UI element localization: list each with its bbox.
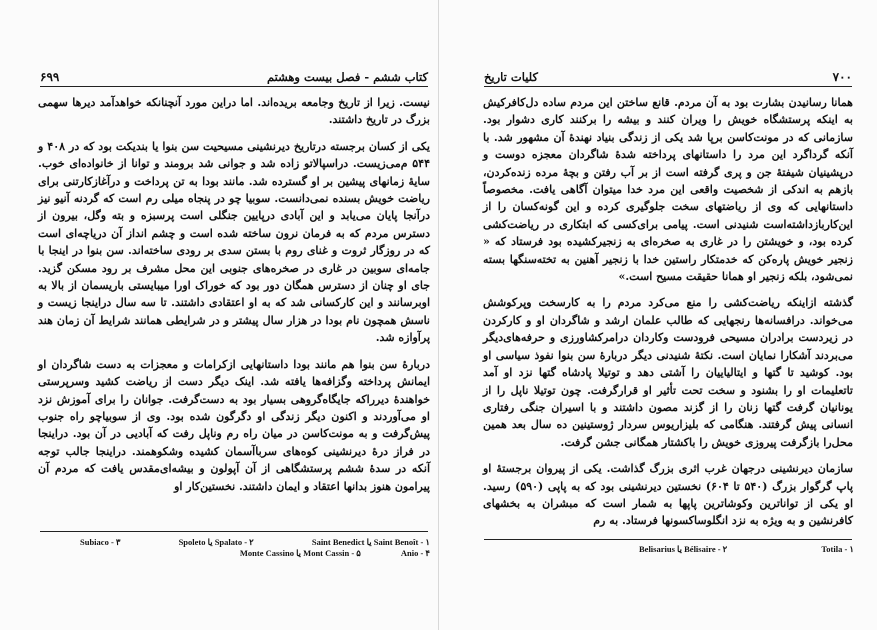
footnotes	[639, 544, 854, 555]
page-699	[0, 0, 438, 630]
footnote: Monte Cassino یا Mont Cassin - ۵	[239, 548, 361, 558]
footnote: Anio - ۴	[400, 548, 430, 558]
footnote: Subiaco - ۳	[80, 537, 121, 547]
footnote-rule	[484, 539, 852, 540]
page-number: ۷۰۰	[832, 70, 852, 84]
paragraph: نیست. زیرا از تاریخ وجامعه بریده‌اند. اما دراین مورد آنچنانکه خواهد‌آمد دیرها سهمی بزرگ در تاریخ داشتند.	[38, 96, 430, 127]
footnote: Saint Benedict یا Saint Benoît - ۱	[311, 537, 430, 547]
footnotes	[80, 537, 430, 559]
page-body	[483, 94, 853, 539]
page-number: ۶۹۹	[40, 70, 60, 84]
footnote: Spoleto یا Spalato - ۲	[178, 537, 254, 547]
running-head: کتاب ششم - فصل بیست وهشتم	[266, 70, 428, 84]
footnote: Belisarius یا Bélisaire - ۲	[639, 544, 728, 554]
paragraph: گذشته ازاینکه ریاضت‌کشی را منع می‌کرد مردم را به کارسخت وپرکوشش می‌خواند. درافسانه‌ها رنجهایی که طالب علمان ارشد و شاگردان او و کارکردن در زیردست برادران مسیحی فرودست وکاردان درامرکشاورزی و حرفه‌های‌دیگر می‌بردند آشکارا نمایان است. نکتهٔ شنیدنی دیگر دربارهٔ سن بنوا نفوذ سیاسی او بود. کوشید تا گتها و ایتالیاییان را آشتی دهد و توتیلا پادشاه گتها نزد او آمد تاتعلیمات او را بشنود و سخت تحت تأثیر او قرارگرفت. چون توتیلا ناپل را از یونانیان گرفت گتها زنان را از گزند مصون داشتند و با اسیران جنگی رفتاری انسانی پیش گرفتند. هنگامی که بلیزاریوس سردار ژوستینین ده سال بعد همین محل‌را بازگرفت پیروزی خویش را باکشتار همگانی جشن گرفت.	[483, 296, 853, 449]
paragraph: یکی از کسان برجسته درتاریخ دیرنشینی مسیحیت سن بنوا یا بندیکت بود که در ۴۰۸ و ۵۴۴ م‌می‌زیست. دراسپالاتو زاده شد و جوانی شد برومند و توانا از خانواده‌ای خوب. سایهٔ زمانهای پیشین بر او گسترده شد. مانند بودا به تن پرداخت و درآغازکارتنی برای ریاضت خویش بسنده نمی‌دانست. سوبیا چو در پنجاه میلی رم است که گردنه آنیو نیز درآنجا پایان می‌یابد و این آبادی درپایین جنگلی است پرسبزه و بته وگل، بیرون از دسترس مردم که به فرمان نرون ساخته شده است و چشم انداز آن دریاچه‌ای است که در روزگار ثروت و غنای روم با بستن سدی بر رودی ساخته‌اند. سن بنوا در اینجا با جامه‌ای سوبین در غاری در صخره‌های جنوبی این محل مشرف بر رود مسکن گزید. جای او چنان از دسترس همگان دور بود که خوراک اورا میبایستی باریسمان از بالا به اوبرسانند و این کارکسانی شد که به او اعتقادی داشتند. تا سه سال دراینجا زیست و ناسش همچون نام بودا در هزار سال پیشتر و در شرایطی همانند شرایط آن زمان هند پرآوازه شد.	[38, 139, 430, 345]
page-header	[484, 62, 852, 87]
paragraph: دربارهٔ سن بنوا هم مانند بودا داستانهایی ازکرامات و معجزات به دست شاگردان او ایمانش پرداخته وگزافه‌ها یافته شد. اینک دیگر دست از ریاضت کشید وسرپرستی خواهندهٔ دیرراکه جایگاه‌گروهی بسیار بود به دست‌گرفت. جوانان را برای آموزش نزد او می‌آوردند و اکنون دیگر زندگی او دگرگون شده بود. وی از سوبیاچو راه جنوب پیش‌گرفت و به مونت‌کاسن در میان راه رم وناپل رفت که آبادیی در آن بود. دراینجا در فراز درهٔ دیرنشینی کوه‌های سرباآسمان کشیده وشکوهمند. دراینجا جالب توجه آنکه در سدهٔ ششم پرستشگاهی از آن آپولون و بیشه‌ای‌مقدس یافت که مردم آن پیرامون هنوز بدانها اعتقاد و ایمان داشتند. نخستین‌کار او	[38, 357, 430, 493]
footnote: Totila - ۱	[821, 544, 854, 554]
page-body	[38, 94, 430, 504]
page-700	[439, 0, 877, 630]
page-header	[40, 62, 428, 87]
footnote-rule	[40, 531, 428, 532]
paragraph: سازمان دیرنشینی درجهان غرب اثری بزرگ گذاشت. یکی از پیروان برجستهٔ او پاپ گرگوار بزرگ (۵۴۰ تا ۶۰۴) نخستین دیرنشینی بود که به پاپی (۵۹۰) رسید. او یکی از تواناترین وکوشاترین پاپها به شمار است که مبشران به بخشهای کافرنشین و به ویژه به نزد انگلوساکسونها فرستاد. به رم	[483, 462, 854, 528]
paragraph: همانا رسانیدن بشارت بود به آن مردم. قانع ساختن این مردم ساده دل‌کافرکیش به اینکه پرستشگاه خویش را ویران کنند و بیشه را برکنند کاری دشوار بود. سازمانی که در مونت‌کاسن برپا شد یکی از زندگی بنیاد نهندهٔ آن مشهور شد. با آنکه گرداگرد این مرد را داستانهای پرداخته شدهٔ شاگردان معجزه دوست و درپشینیان شیفتهٔ جن و پری گرفته است از بر آب رفتن و بچهٔ مرده زنده‌کردن، بازهم به اندکی از شخصیت واقعی این مرد خدا میتوان آگاهی یافت. مخصوصاً داستانهایی که وی از ریاضتهای سخت جلوگیری کرده و این گونه‌کسان را از این‌کارباز‌داشته‌است شنیدنی است. پیامی برای‌کسی که ابتکاری در ریاضت‌کشی کرده بود، و خویشتن را در غاری به صخره‌ای به زنجیرکشیده بود فرستاد که « زنجیر خویش پاره‌کن که خدمتکار راستین خدا با زنجیر آهنین به تخته‌سنگها بسته نمی‌شود، بلکه زنجیر او همانا حقیقت مسیح است.»	[483, 96, 853, 284]
running-head: کلیات تاریخ	[484, 70, 538, 84]
